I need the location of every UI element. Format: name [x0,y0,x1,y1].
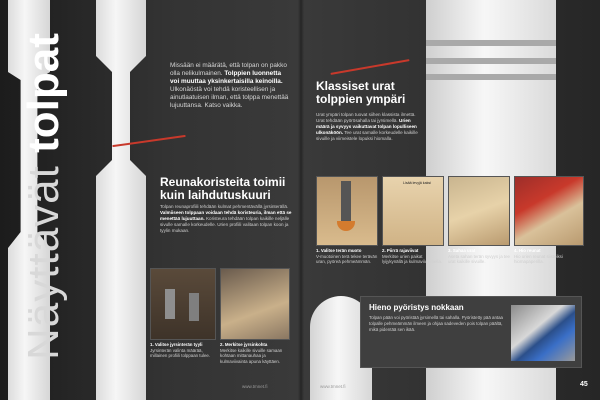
gutter-shadow [298,0,304,400]
folio-right: www.tmnet.fi [320,384,346,389]
caption-right-4 [514,248,584,265]
caption-title: 4. Hio reunat [514,248,541,253]
caption-text: Merkitse urien paikat lyijykynällä ja kulmaviivaimella. [382,253,443,265]
caption-text: Aseta sahan terän syvyys ja tee urat kaikille sivuille. [448,253,510,265]
left-body-bold: Valmiiseen tolppaan voidaan tehdä koristeuria, ilman että se menettää lujuuttaan. [160,210,292,221]
caption-title: 2. Merkitse jyrsinkohta [220,342,268,347]
post-groove [426,40,556,46]
section-title-bold: tolpat [19,33,68,153]
section-title [19,33,68,360]
caption-right-3 [448,248,510,265]
caption-title: 2. Piirrä rajaviivat [382,248,419,253]
intro-paragraph [170,62,292,110]
router-tool-photo [511,305,575,361]
right-body [316,112,422,142]
router-bit-shape [189,293,199,321]
post-groove [426,74,556,80]
step-photo-3 [448,176,510,246]
caption-title: 3. Sahaa urat [448,248,476,253]
caption-text: Jyrsinterän valinta määrää, millainen profiili tolppaan tulee. [150,347,211,359]
marking-photo [220,268,290,340]
router-bit-shape [341,181,351,225]
intro-bold: Tolppien luonnetta voi muuttaa yksinkertaisilla keinoilla. [170,70,283,85]
intro-text: Missään ei määrätä, että tolpan on pakko olla nelikulmainen. [170,62,287,77]
caption-right-2 [382,248,444,265]
post-image-center [96,0,146,400]
right-body-bold: Urien määrä ja syvyys vaikuttavat tolpan lopulliseen ulkonäköön. [316,118,417,135]
intro-text-2: Ulkonäöstä voi tehdä koristeellisen ja ainutlaatuisen ilman, että tolppa menettää lujuuttansa. Katso vaikka. [170,86,289,109]
caption-left-1 [150,342,216,359]
page-number: 45 [580,381,588,388]
step-photo-4 [514,176,584,246]
right-heading: Klassiset urat tolppien ympäri [316,79,406,106]
post-groove [426,58,556,64]
caption-text: Hio urien reunat siisteiksi hiomapaperilla. [514,253,563,265]
step-photo-1 [316,176,378,246]
right-body-text-2: Tee urat samalle korkeudelle kaikille sivuille ja viimeistele lopuksi hiomalla. [316,130,418,141]
info-box-body: Tolpan pään voi pyöristää jyrsimellä tai sahalla. Pyöristetty pää antaa tolpalle pehmeämmän ilmeen ja ohjaa sadeveden pois tolpan päältä, mikä pidentää sen ikää. [369,315,503,332]
info-box-title: Hieno pyöristys nokkaan [369,303,464,312]
accent-divider [330,59,409,75]
folio-left: www.tmnet.fi [242,384,268,389]
caption-text: V-muotoinen terä tekee terävän uran, pyöreä pehmeämmän. [316,253,378,265]
info-box [360,296,582,368]
step-label: Lisää levyjä kaksi [403,181,431,185]
caption-title: 1. Valitse jyrsinterän tyyli [150,342,203,347]
caption-right-1 [316,248,378,265]
left-body [160,204,292,234]
step-photo-2 [382,176,444,246]
router-bits-photo [150,268,216,340]
left-heading: Reunakoristeita toimii kuin laihdutuskuuri [160,175,286,202]
section-title-light: Näyttävät [19,165,68,360]
caption-text: Merkitse kaikille sivuille samaan kohtaan mittanauhaa ja kulmaviivainta apuna käyttäen. [220,347,283,364]
right-body-text: Urat ympäri tolpan tuovat siihen klassista ilmettä. Urat tehdään pyörösahalla tai jyrsimellä. [316,112,416,123]
caption-left-2 [220,342,290,364]
bit-tip [337,221,355,231]
left-body-text: Tolpan reunaprofiili tehdään kulmat pehmentävällä jyrsinterällä. [160,204,289,209]
left-body-text-2: Koristeura tehdään tolpan kaikille neljälle sivulle samalle korkeudelle. Urien profiili valitaan tolpan koon ja tyylin mukaan. [160,216,290,233]
caption-title: 1. Valitse terän muoto [316,248,362,253]
router-bit-shape [165,289,175,319]
